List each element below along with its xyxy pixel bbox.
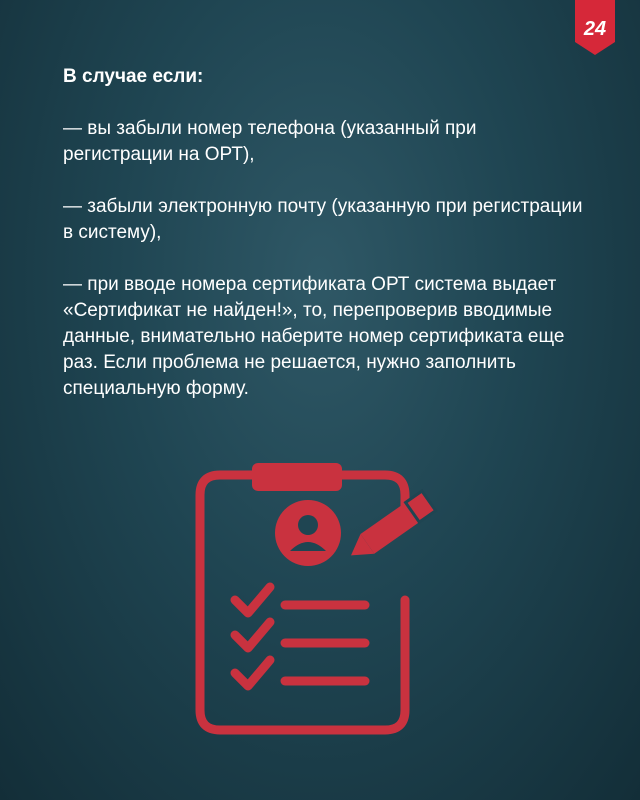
heading: В случае если: [63,66,204,87]
clipboard-illustration [190,455,460,755]
24kg-logo-icon [575,0,615,55]
list-item-certificate: — при вводе номера сертификата ОРТ система выдает «Сертификат не найден!», то, перепроверив вводимые данные, внимательно наберите номер сертификата еще раз. Если проблема не решается, нужно заполнить специальную форму. [63,274,565,399]
list-item-email: — забыли электронную почту (указанную при регистрации в систему), [63,196,583,243]
info-text-block [63,64,583,428]
brand-logo [575,0,615,55]
list-item-phone: — вы забыли номер телефона (указанный при регистрации на ОРТ), [63,118,477,165]
logo-text: 24 [583,18,607,40]
clipboard-checklist-icon [190,455,460,755]
